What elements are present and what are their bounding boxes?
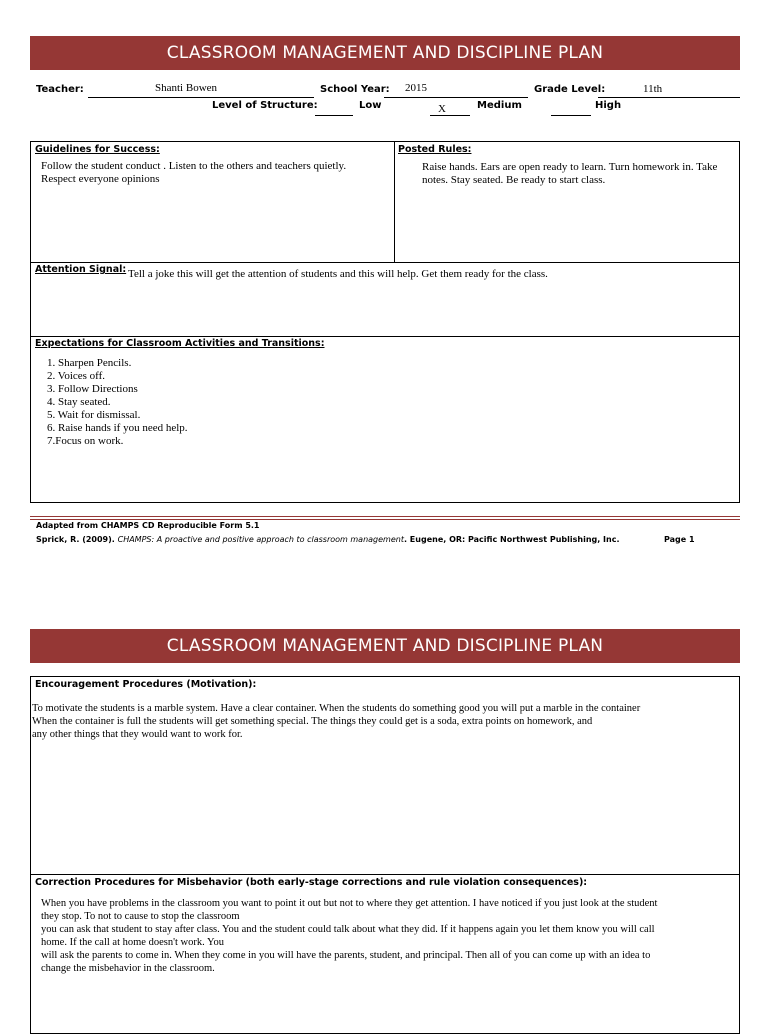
structure-medium-mark: X: [438, 103, 446, 115]
expectation-item: 5. Wait for dismissal.: [47, 409, 141, 421]
encouragement-line: When the container is full the students will get something special. The things they could get is a soda, extra points on homework, and: [32, 716, 593, 727]
school-year-underline: [384, 97, 528, 98]
grade-level-underline: [598, 97, 740, 98]
correction-title: Correction Procedures for Misbehavior (both early-stage corrections and rule violation consequences):: [35, 877, 588, 888]
expectation-item: 3. Follow Directions: [47, 383, 138, 395]
grade-level-value: 11th: [643, 83, 663, 95]
correction-line: will ask the parents to come in. When they come in you will have the parents, student, and principal. Then all of you can come up with an idea to: [41, 950, 651, 961]
footer-author: Sprick, R. (2009).: [36, 535, 118, 544]
posted-rules-text: Raise hands. Ears are open ready to learn. Turn homework in. Take notes. Stay seated. Be ready to start class.: [422, 161, 718, 186]
correction-line: When you have problems in the classroom you want to point it out but not to where they get attention. I have noticed if you just look at the student: [41, 898, 658, 909]
teacher-underline: [88, 97, 314, 98]
page1-banner: CLASSROOM MANAGEMENT AND DISCIPLINE PLAN: [30, 36, 740, 70]
guidelines-text: Follow the student conduct . Listen to the others and teachers quietly. Respect everyone opinions: [41, 160, 347, 185]
structure-medium-label: Medium: [477, 100, 522, 111]
page2-banner: CLASSROOM MANAGEMENT AND DISCIPLINE PLAN: [30, 629, 740, 663]
expectation-item: 6. Raise hands if you need help.: [47, 422, 188, 434]
grade-level-label: Grade Level:: [534, 84, 606, 95]
correction-text: [41, 897, 738, 975]
structure-underline-medium: [430, 115, 470, 116]
structure-high-label: High: [595, 100, 622, 111]
footer-page-number: Page 1: [664, 535, 695, 544]
encouragement-line: any other things that they would want to work for.: [32, 729, 243, 740]
expectations-list: [47, 357, 447, 448]
expectations-title: Expectations for Classroom Activities and Transitions:: [35, 338, 325, 349]
expectation-item: 1. Sharpen Pencils.: [47, 357, 132, 369]
school-year-label: School Year:: [320, 84, 390, 95]
school-year-value: 2015: [405, 82, 427, 94]
encouragement-line: To motivate the students is a marble system. Have a clear container. When the students do something good you will put a marble in the container: [32, 703, 641, 714]
structure-low-label: Low: [359, 100, 382, 111]
correction-line: you can ask that student to stay after class. You and the student could talk about what they did. If it happens again you let them know you will call: [41, 924, 655, 935]
footer-rule-1: [30, 516, 740, 517]
footer-adapted: Adapted from CHAMPS CD Reproducible Form 5.1: [36, 521, 260, 530]
expectation-item: 7.Focus on work.: [47, 435, 124, 447]
guidelines-title: Guidelines for Success:: [35, 144, 160, 155]
posted-rules-title: Posted Rules:: [398, 144, 472, 155]
correction-line: home. If the call at home doesn't work. You: [41, 937, 224, 948]
expectation-item: 2. Voices off.: [47, 370, 106, 382]
encouragement-title: Encouragement Procedures (Motivation):: [35, 679, 257, 690]
footer-rule-2: [30, 519, 740, 520]
teacher-value: Shanti Bowen: [155, 82, 218, 94]
structure-underline-1: [315, 115, 353, 116]
encouragement-text: [32, 702, 738, 741]
posted-rules-box: [394, 141, 740, 263]
structure-label: Level of Structure:: [212, 100, 318, 111]
footer-publisher: . Eugene, OR: Pacific Northwest Publishing, Inc.: [403, 535, 620, 544]
footer-book-title: CHAMPS: A proactive and positive approach to classroom management: [117, 535, 404, 544]
correction-line: change the misbehavior in the classroom.: [41, 963, 215, 974]
teacher-label: Teacher:: [36, 84, 84, 95]
structure-underline-high: [551, 115, 591, 116]
footer-citation: [36, 535, 620, 544]
correction-line: they stop. To not to cause to stop the classroom: [41, 911, 240, 922]
attention-text: Tell a joke this will get the attention of students and this will help. Get them ready for the class.: [128, 268, 548, 280]
attention-title: Attention Signal:: [35, 264, 127, 275]
expectation-item: 4. Stay seated.: [47, 396, 111, 408]
